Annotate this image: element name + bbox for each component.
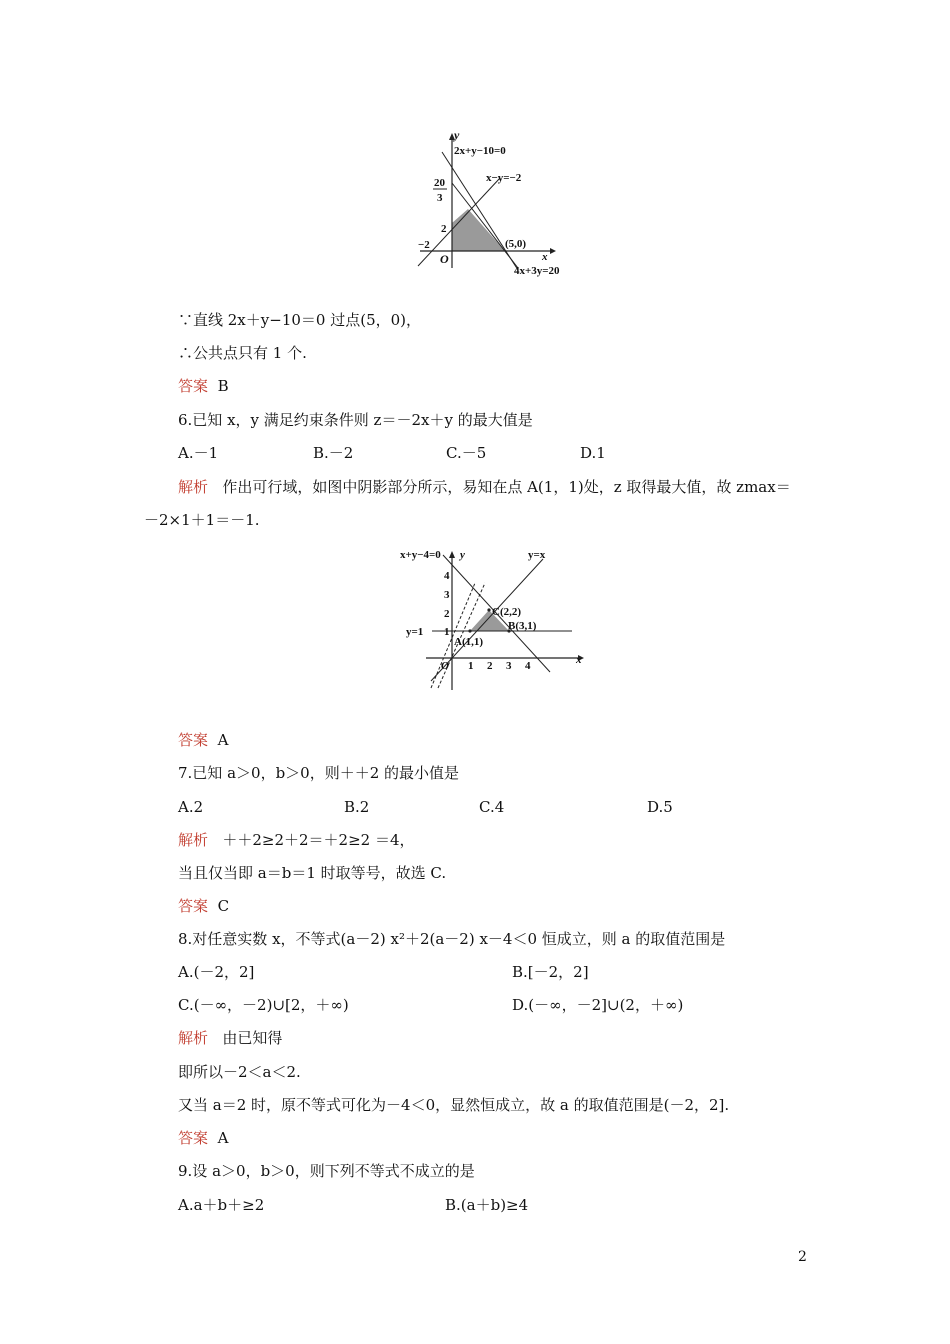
yx-label: y=x — [528, 549, 546, 561]
text-l2: ∴公共点只有 1 个. — [178, 344, 307, 362]
solution-tag: 解析 — [178, 478, 209, 496]
y-label: y — [454, 128, 460, 142]
b-label: B(3,1) — [508, 620, 537, 632]
answer-8 — [178, 1128, 228, 1148]
solution-text: ＋＋2≥2＋2＝＋2≥2 ＝4， — [222, 831, 415, 849]
tick-x4: 4 — [525, 660, 531, 672]
q7-option-b: B.2 — [344, 798, 370, 816]
q9-option-b: B.(a＋b)≥4 — [445, 1196, 529, 1214]
question-9: 9.设 a＞0，b＞0，则下列不等式不成立的是 — [178, 1162, 475, 1180]
frac-den: 3 — [437, 192, 443, 204]
answer-tag: 答案 — [178, 897, 209, 915]
tick-y2: 2 — [444, 608, 450, 620]
question-6: 6.已知 x，y 满足约束条件则 z＝－2x＋y 的最大值是 — [178, 411, 533, 429]
q8-option-a: A.(－2，2] — [178, 963, 255, 981]
tick-x2: 2 — [487, 660, 493, 672]
q6-option-d: D.1 — [580, 444, 606, 462]
answer-value: B — [217, 377, 229, 395]
solution-tag: 解析 — [178, 1029, 209, 1047]
tick-x1: 1 — [468, 660, 474, 672]
answer-value: C — [217, 897, 230, 915]
q7-option-a: A.2 — [178, 798, 204, 816]
q6-option-c: C.－5 — [446, 444, 487, 462]
tick-x3: 3 — [506, 660, 512, 672]
text-l1: ∵直线 2x＋y−10＝0 过点(5，0)， — [178, 311, 422, 329]
y-arrow — [449, 551, 455, 558]
line2-label: x−y=−2 — [486, 172, 522, 184]
page-number: 2 — [798, 1249, 807, 1265]
point-label: (5,0) — [505, 238, 527, 250]
point-c — [487, 608, 490, 611]
q6-option-b: B.－2 — [313, 444, 354, 462]
answer-6 — [178, 730, 228, 750]
solution-7 — [178, 830, 415, 850]
q8-option-c: C.(－∞，－2)∪[2，＋∞) — [178, 996, 349, 1014]
x-label: x — [542, 251, 548, 263]
x-label: x — [576, 654, 582, 666]
solution-6 — [178, 477, 791, 497]
feasible-region-figure-2 — [398, 542, 598, 694]
solution-8-line2: 即所以－2＜a＜2. — [178, 1063, 301, 1081]
answer-tag: 答案 — [178, 377, 209, 395]
c-label: C(2,2) — [492, 606, 522, 618]
answer-value: A — [217, 731, 229, 749]
point-a — [468, 629, 471, 632]
tick-y1: 1 — [444, 626, 450, 638]
tick-y3: 3 — [444, 589, 450, 601]
solution-7-cont: 当且仅当即 a＝b＝1 时取等号，故选 C. — [178, 864, 447, 882]
line1-label: 2x+y−10=0 — [454, 145, 506, 157]
shaded-region — [452, 209, 505, 251]
answer-7 — [178, 896, 229, 916]
origin-label: O — [441, 660, 449, 672]
tick-neg2: −2 — [418, 239, 430, 251]
line3-label: 4x+3y=20 — [514, 265, 560, 277]
origin-label: O — [440, 252, 449, 266]
solution-text: 作出可行域，如图中阴影部分所示，易知在点 A(1，1)处，z 取得最大值，故 zmax＝ — [222, 478, 791, 496]
y-label: y — [460, 549, 465, 561]
solution-tag: 解析 — [178, 831, 209, 849]
answer-tag: 答案 — [178, 1129, 209, 1147]
solution-8-line3: 又当 a＝2 时，原不等式可化为－4＜0，显然恒成立，故 a 的取值范围是(－2，2]. — [178, 1096, 730, 1114]
x-arrow — [550, 248, 556, 254]
tick-2: 2 — [441, 223, 447, 235]
y-eq-1-label: y=1 — [406, 626, 424, 638]
a-label: A(1,1) — [454, 636, 484, 648]
top-left-label: x+y−4=0 — [400, 549, 441, 561]
line-2x-y-10 — [442, 152, 518, 270]
q9-option-a: A.a＋b＋≥2 — [178, 1196, 265, 1214]
answer-5 — [178, 376, 229, 396]
solution-6-cont: －2×1＋1＝－1. — [144, 511, 260, 529]
q7-option-c: C.4 — [479, 798, 505, 816]
question-8: 8.对任意实数 x，不等式(a－2) x²＋2(a－2) x－4＜0 恒成立，则 a 的取值范围是 — [178, 930, 726, 948]
tick-y4: 4 — [444, 570, 450, 582]
frac-num: 20 — [434, 177, 445, 189]
solution-text: 由已知得 — [222, 1029, 283, 1047]
feasible-region-figure-1 — [410, 128, 590, 278]
solution-8 — [178, 1028, 282, 1048]
q8-option-b: B.[－2，2] — [512, 963, 589, 981]
q8-option-d: D.(－∞，－2]∪(2，＋∞) — [512, 996, 684, 1014]
answer-value: A — [217, 1129, 229, 1147]
q6-option-a: A.－1 — [178, 444, 219, 462]
answer-tag: 答案 — [178, 731, 209, 749]
question-7: 7.已知 a＞0，b＞0，则＋＋2 的最小值是 — [178, 764, 460, 782]
q7-option-d: D.5 — [647, 798, 673, 816]
